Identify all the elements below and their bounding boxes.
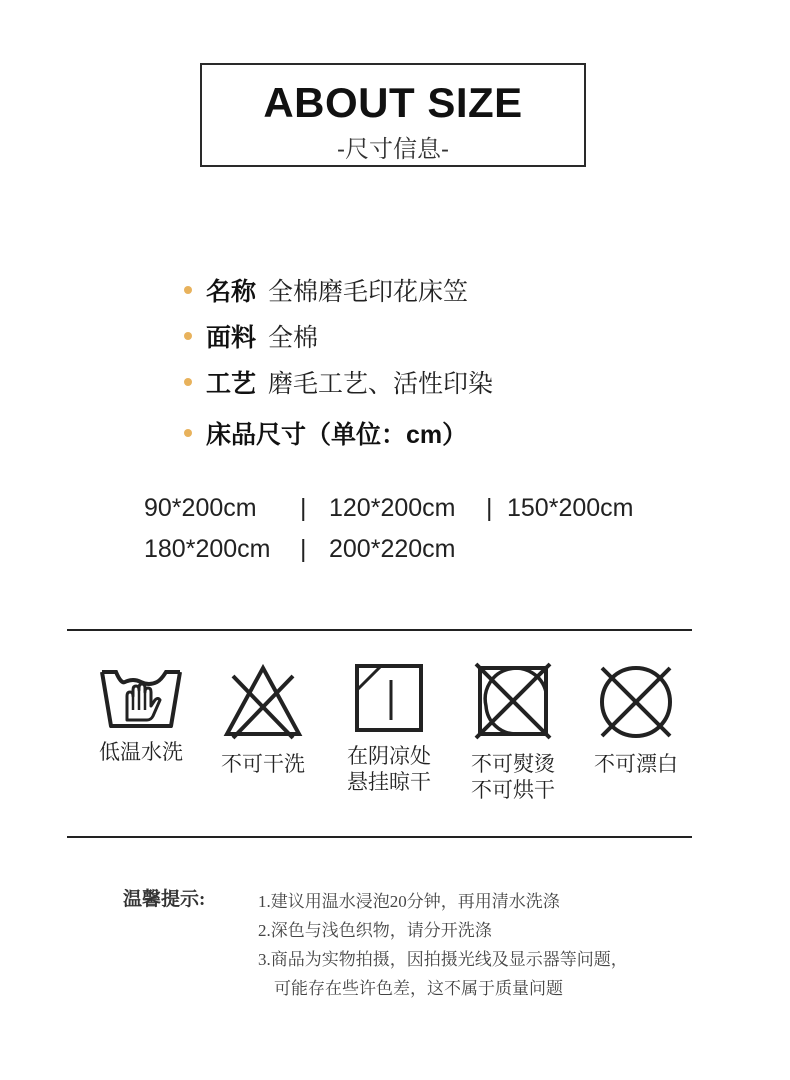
size-value: 200*220cm	[329, 535, 456, 563]
bullet-dot-icon	[184, 286, 192, 294]
size-separator: |	[300, 494, 307, 522]
spec-row-size	[184, 415, 479, 451]
no-dry-clean-icon	[221, 662, 305, 742]
page-title: ABOUT SIZE	[263, 79, 523, 126]
size-separator: |	[486, 494, 493, 522]
tips-title: 温馨提示:	[123, 889, 206, 910]
no-iron-no-tumble-dry-icon	[472, 662, 554, 742]
spec-label: 面料	[206, 324, 257, 352]
no-bleach-icon	[594, 662, 678, 742]
care-label: 不可漂白	[594, 753, 678, 776]
care-item-shade-dry	[334, 662, 444, 796]
bullet-dot-icon	[184, 429, 192, 437]
bullet-dot-icon	[184, 378, 192, 386]
tip-line: 可能存在些许色差，这不属于质量问题	[274, 979, 563, 998]
tip-line: 1.建议用温水浸泡20分钟，再用清水洗涤	[258, 892, 560, 911]
care-label: 在阴凉处 悬挂晾干	[347, 745, 431, 794]
spec-label: 床品尺寸（单位：cm）	[206, 421, 468, 449]
divider-bottom	[67, 836, 692, 838]
spec-row-craft	[184, 364, 493, 400]
title-box	[200, 63, 586, 167]
care-label: 低温水洗	[99, 741, 183, 764]
low-temp-wash-icon	[99, 662, 183, 730]
size-value: 180*200cm	[144, 535, 271, 563]
spec-label: 名称	[206, 278, 257, 306]
care-label: 不可干洗	[221, 753, 305, 776]
tip-line: 3.商品为实物拍摄，因拍摄光线及显示器等问题，	[258, 950, 628, 969]
spec-value: 磨毛工艺、活性印染	[268, 370, 494, 398]
size-separator: |	[300, 535, 307, 563]
spec-row-fabric	[184, 318, 318, 354]
care-item-bleach	[581, 662, 691, 778]
spec-value: 全棉	[268, 324, 319, 352]
tip-line: 2.深色与浅色织物，请分开洗涤	[258, 921, 492, 940]
size-row-1	[144, 494, 664, 524]
page-subtitle: -尺寸信息-	[337, 136, 449, 163]
size-row-2	[144, 535, 664, 565]
care-item-iron	[458, 662, 568, 804]
bullet-dot-icon	[184, 332, 192, 340]
care-item-dry-clean	[208, 662, 318, 778]
divider-top	[67, 629, 692, 631]
care-item-wash	[86, 662, 196, 766]
size-value: 120*200cm	[329, 494, 456, 522]
dry-in-shade-icon	[353, 662, 425, 734]
spec-row-name	[184, 272, 468, 308]
size-value: 90*200cm	[144, 494, 257, 522]
spec-value: 全棉磨毛印花床笠	[268, 278, 469, 306]
care-label: 不可熨烫 不可烘干	[471, 753, 555, 802]
spec-label: 工艺	[206, 370, 257, 398]
size-value: 150*200cm	[507, 494, 634, 522]
